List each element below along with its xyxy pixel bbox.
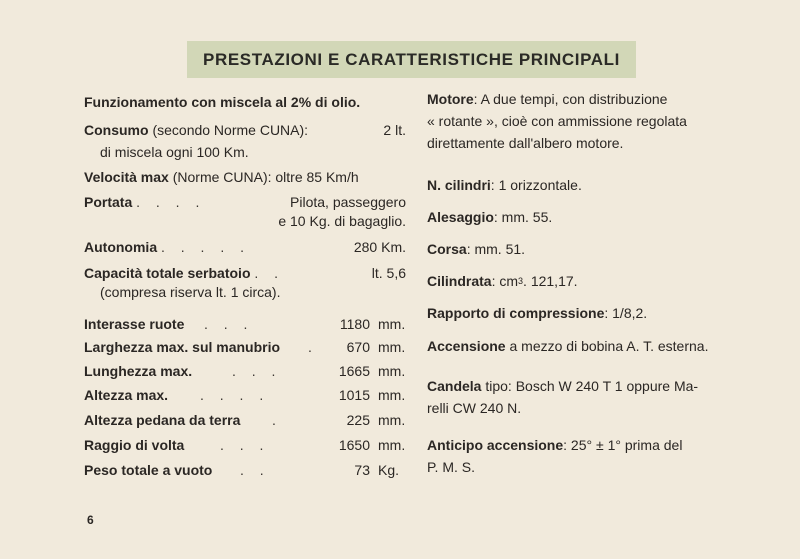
cilindri-line <box>427 174 582 196</box>
capacita-label: Capacità totale serbatoio <box>84 265 251 281</box>
motore-line1 <box>427 88 667 110</box>
spec-unit: mm. <box>378 363 406 379</box>
rapporto-value: : 1/8,2. <box>604 305 648 321</box>
autonomia-line <box>84 238 250 256</box>
spec-unit: mm. <box>378 339 406 355</box>
spec-unit: Kg. <box>378 462 400 478</box>
corsa-line <box>427 238 525 260</box>
consumo-value: 2 lt. <box>383 122 406 138</box>
cilindrata-unit: : cm <box>491 273 519 289</box>
spec-label: Altezza pedana da terra <box>84 412 241 428</box>
leader-dots: . . . . <box>200 387 270 403</box>
velocita-text: (Norme CUNA): oltre 85 Km/h <box>172 169 359 185</box>
cilindri-value: : 1 orizzontale. <box>490 177 582 193</box>
funzionamento-line: Funzionamento con miscela al 2% di olio. <box>84 94 361 110</box>
spec-value: 1665 <box>338 363 370 379</box>
accensione-value: a mezzo di bobina A. T. esterna. <box>509 338 709 354</box>
leader-dots: . . <box>240 462 270 478</box>
spec-unit: mm. <box>378 387 406 403</box>
capacita-value: lt. 5,6 <box>371 265 406 281</box>
spec-label: Interasse ruote <box>84 316 185 332</box>
spec-value: 1015 <box>338 387 370 403</box>
consumo-line <box>84 121 308 139</box>
cilindrata-line <box>427 270 578 292</box>
motore-line3: direttamente dall'albero motore. <box>427 135 624 151</box>
cilindrata-superscript: 3 <box>518 276 524 286</box>
spec-label: Larghezza max. sul manubrio <box>84 339 281 355</box>
leader-dots: . . <box>254 265 285 281</box>
motore-label: Motore <box>427 91 474 107</box>
candela-text: tipo: Bosch W 240 T 1 oppure Ma- <box>485 378 699 394</box>
cilindri-label: N. cilindri <box>427 177 491 193</box>
spec-value: 1180 <box>339 316 370 332</box>
anticipo-label: Anticipo accensione <box>427 437 564 453</box>
spec-label: Peso totale a vuoto <box>84 462 213 478</box>
spec-unit: mm. <box>378 437 406 453</box>
leader-dots: . . . . <box>136 194 206 210</box>
velocita-line <box>84 168 359 186</box>
spec-value: 670 <box>346 339 370 355</box>
title-banner <box>187 41 636 78</box>
leader-dots: . . . . . <box>161 239 251 255</box>
consumo-continuation: di miscela ogni 100 Km. <box>100 144 249 160</box>
leader-dots: . <box>308 339 318 355</box>
spec-unit: mm. <box>378 316 406 332</box>
cilindrata-label: Cilindrata <box>427 273 492 289</box>
page-title: PRESTAZIONI E CARATTERISTICHE PRINCIPALI <box>203 49 620 69</box>
spec-label: Raggio di volta <box>84 437 185 453</box>
spec-value: 1650 <box>338 437 370 453</box>
spec-value: 225 <box>346 412 370 428</box>
capacita-continuation: (compresa riserva lt. 1 circa). <box>100 284 281 300</box>
anticipo-line1 <box>427 434 682 456</box>
candela-line2: relli CW 240 N. <box>427 400 522 416</box>
leader-dots: . . . <box>220 437 270 453</box>
accensione-label: Accensione <box>427 338 506 354</box>
autonomia-label: Autonomia <box>84 239 158 255</box>
candela-label: Candela <box>427 378 482 394</box>
corsa-value: : mm. 51. <box>466 241 526 257</box>
accensione-line <box>427 335 708 357</box>
leader-dots: . <box>272 412 282 428</box>
rapporto-line <box>427 302 647 324</box>
portata-line <box>84 193 205 211</box>
spec-label: Lunghezza max. <box>84 363 193 379</box>
cilindrata-value: . 121,17. <box>523 273 578 289</box>
consumo-label: Consumo <box>84 122 149 138</box>
motore-text: : A due tempi, con distribuzione <box>473 91 668 107</box>
rapporto-label: Rapporto di compressione <box>427 305 605 321</box>
portata-value-line2: e 10 Kg. di bagaglio. <box>278 213 406 229</box>
corsa-label: Corsa <box>427 241 467 257</box>
consumo-note: (secondo Norme CUNA): <box>152 122 309 138</box>
portata-value-line1: Pilota, passeggero <box>290 194 406 210</box>
anticipo-text: : 25° ± 1° prima del <box>563 437 683 453</box>
alesaggio-label: Alesaggio <box>427 209 494 225</box>
capacita-line <box>84 264 284 282</box>
spec-unit: mm. <box>378 412 406 428</box>
candela-line1 <box>427 375 698 397</box>
alesaggio-value: : mm. 55. <box>493 209 553 225</box>
spec-label: Altezza max. <box>84 387 169 403</box>
leader-dots: . . . <box>204 316 254 332</box>
anticipo-line2: P. M. S. <box>427 459 475 475</box>
autonomia-value: 280 Km. <box>353 239 406 255</box>
velocita-label: Velocità max <box>84 169 169 185</box>
spec-value: 73 <box>354 462 370 478</box>
leader-dots: . . . <box>232 363 282 379</box>
alesaggio-line <box>427 206 552 228</box>
motore-line2: « rotante », cioè con ammissione regolata <box>427 113 687 129</box>
portata-label: Portata <box>84 194 133 210</box>
page-number: 6 <box>87 513 94 527</box>
